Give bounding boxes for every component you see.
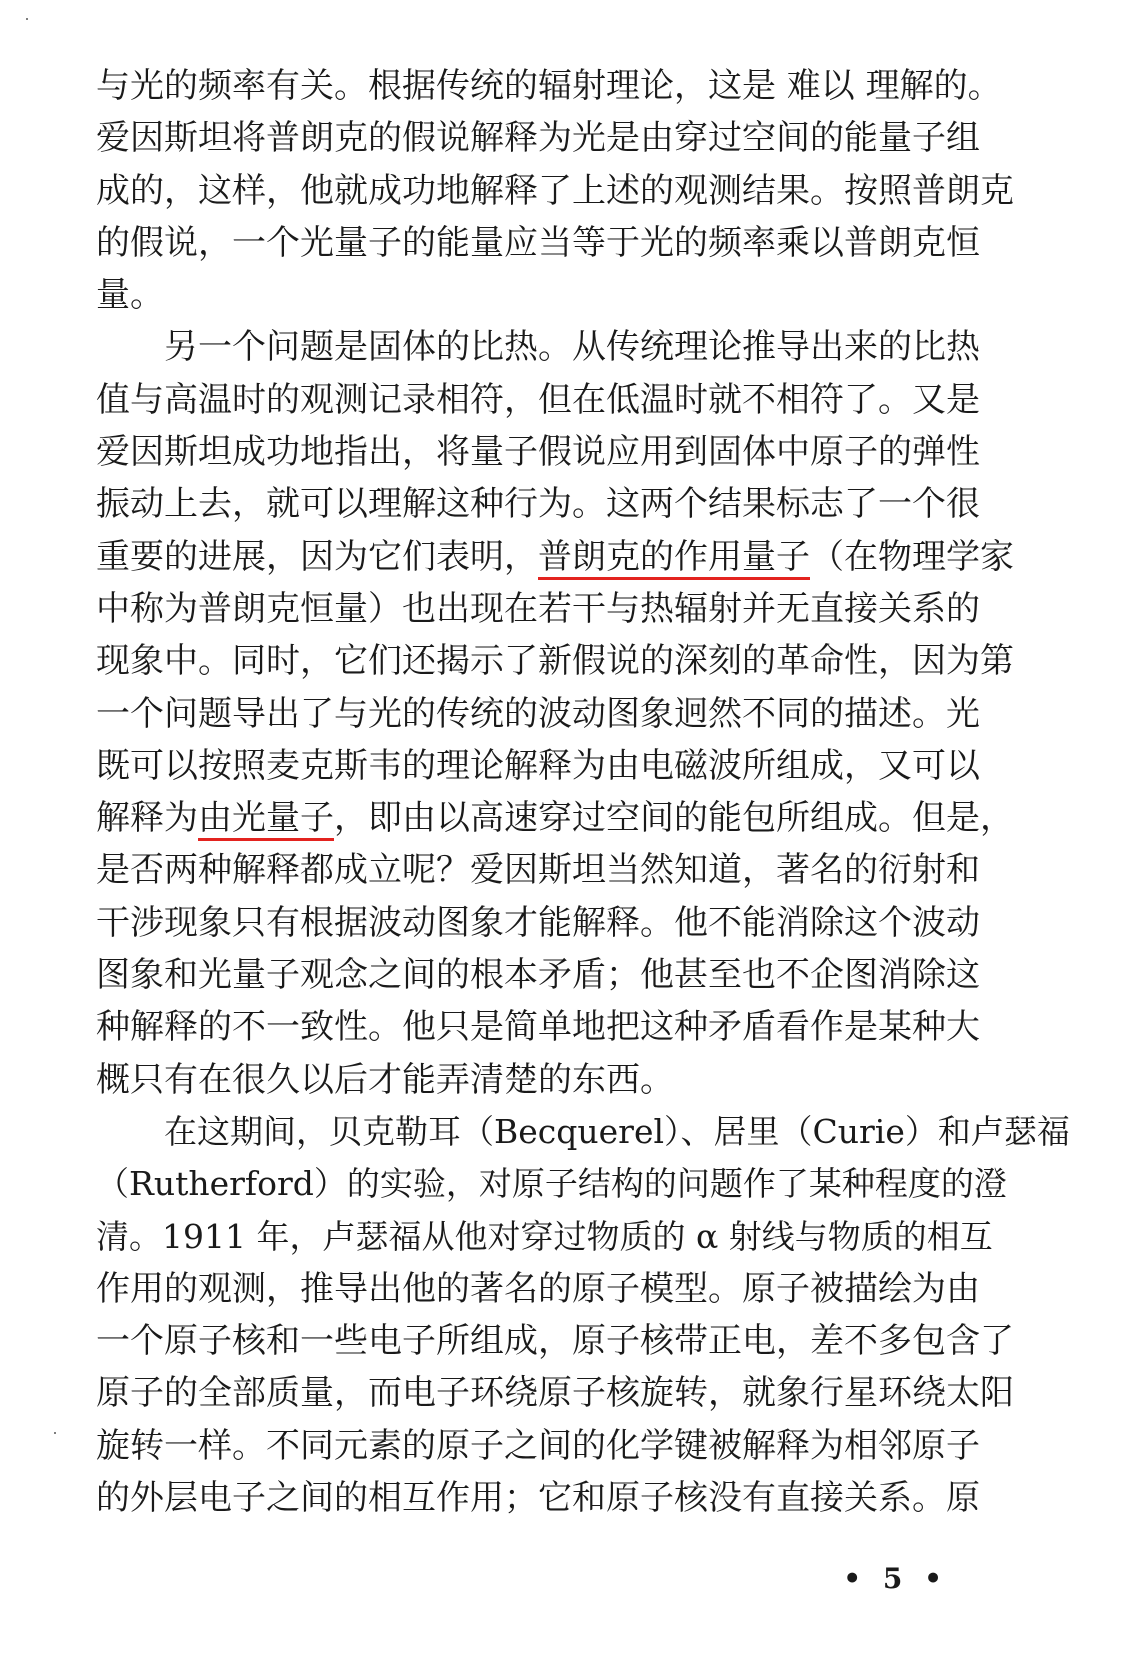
text-segment: （在物理学家	[810, 536, 1014, 577]
text-line: 中称为普朗克恒量）也出现在若干与热辐射并无直接关系的	[96, 588, 980, 629]
page-text	[96, 60, 1070, 1524]
text-line: 的假说，一个光量子的能量应当等于光的频率乘以普朗克恒	[96, 222, 980, 263]
text-line: 爱因斯坦成功地指出，将量子假说应用到固体中原子的弹性	[96, 432, 980, 473]
text-line: 作用的观测，推导出他的著名的原子模型。原子被描绘为由	[96, 1268, 980, 1309]
underlined-term-action-quantum: 普朗克的作用量子	[538, 536, 810, 577]
text-line: 干涉现象只有根据波动图象才能解释。他不能消除这个波动	[96, 902, 980, 943]
text-segment: ，即由以高速穿过空间的能包所组成。但是，	[334, 798, 1014, 839]
text-line: 概只有在很久以后才能弄清楚的东西。	[96, 1059, 674, 1100]
text-line: 现象中。同时，它们还揭示了新假说的深刻的革命性，因为第	[96, 641, 1014, 682]
text-line: 值与高温时的观测记录相符，但在低温时就不相符了。又是	[96, 379, 980, 420]
text-line: 既可以按照麦克斯韦的理论解释为由电磁波所组成，又可以	[96, 745, 980, 786]
text-line: 另一个问题是固体的比热。从传统理论推导出来的比热	[164, 327, 980, 368]
text-line-with-highlight	[96, 792, 1014, 844]
underlined-term-light-quanta: 由光量子	[198, 798, 334, 839]
text-line: 振动上去，就可以理解这种行为。这两个结果标志了一个很	[96, 484, 980, 525]
text-line: 爱因斯坦将普朗克的假说解释为光是由穿过空间的能量子组	[96, 118, 980, 159]
text-line: 的外层电子之间的相互作用；它和原子核没有直接关系。原	[96, 1478, 980, 1519]
text-line: （Rutherford）的实验，对原子结构的问题作了某种程度的澄	[96, 1164, 1007, 1204]
scan-speck	[54, 1432, 56, 1434]
text-line: 量。	[96, 275, 164, 316]
text-line: 成的，这样，他就成功地解释了上述的观测结果。按照普朗克	[96, 170, 1014, 211]
text-line: 是否两种解释都成立呢？爱因斯坦当然知道，著名的衍射和	[96, 850, 980, 891]
text-line: 与光的频率有关。根据传统的辐射理论，这是 难以 理解的。	[96, 66, 1002, 106]
text-line: 原子的全部质量，而电子环绕原子核旋转，就象行星环绕太阳	[96, 1373, 1014, 1414]
text-line-with-highlight	[96, 531, 1014, 583]
text-line: 旋转一样。不同元素的原子之间的化学键被解释为相邻原子	[96, 1425, 980, 1466]
text-line: 在这期间，贝克勒耳（Becquerel）、居里（Curie）和卢瑟福	[164, 1111, 1070, 1151]
text-segment: 重要的进展，因为它们表明，	[96, 536, 538, 577]
text-line: 清。1911 年，卢瑟福从他对穿过物质的 α 射线与物质的相互	[96, 1216, 993, 1256]
page-number: • 5 •	[843, 1562, 948, 1595]
text-segment: 解释为	[96, 798, 198, 839]
text-line: 种解释的不一致性。他只是简单地把这种矛盾看作是某种大	[96, 1007, 980, 1048]
scan-speck	[26, 18, 28, 20]
text-line: 一个原子核和一些电子所组成，原子核带正电，差不多包含了	[96, 1321, 1014, 1362]
text-line: 图象和光量子观念之间的根本矛盾；他甚至也不企图消除这	[96, 955, 980, 996]
text-line: 一个问题导出了与光的传统的波动图象迥然不同的描述。光	[96, 693, 980, 734]
